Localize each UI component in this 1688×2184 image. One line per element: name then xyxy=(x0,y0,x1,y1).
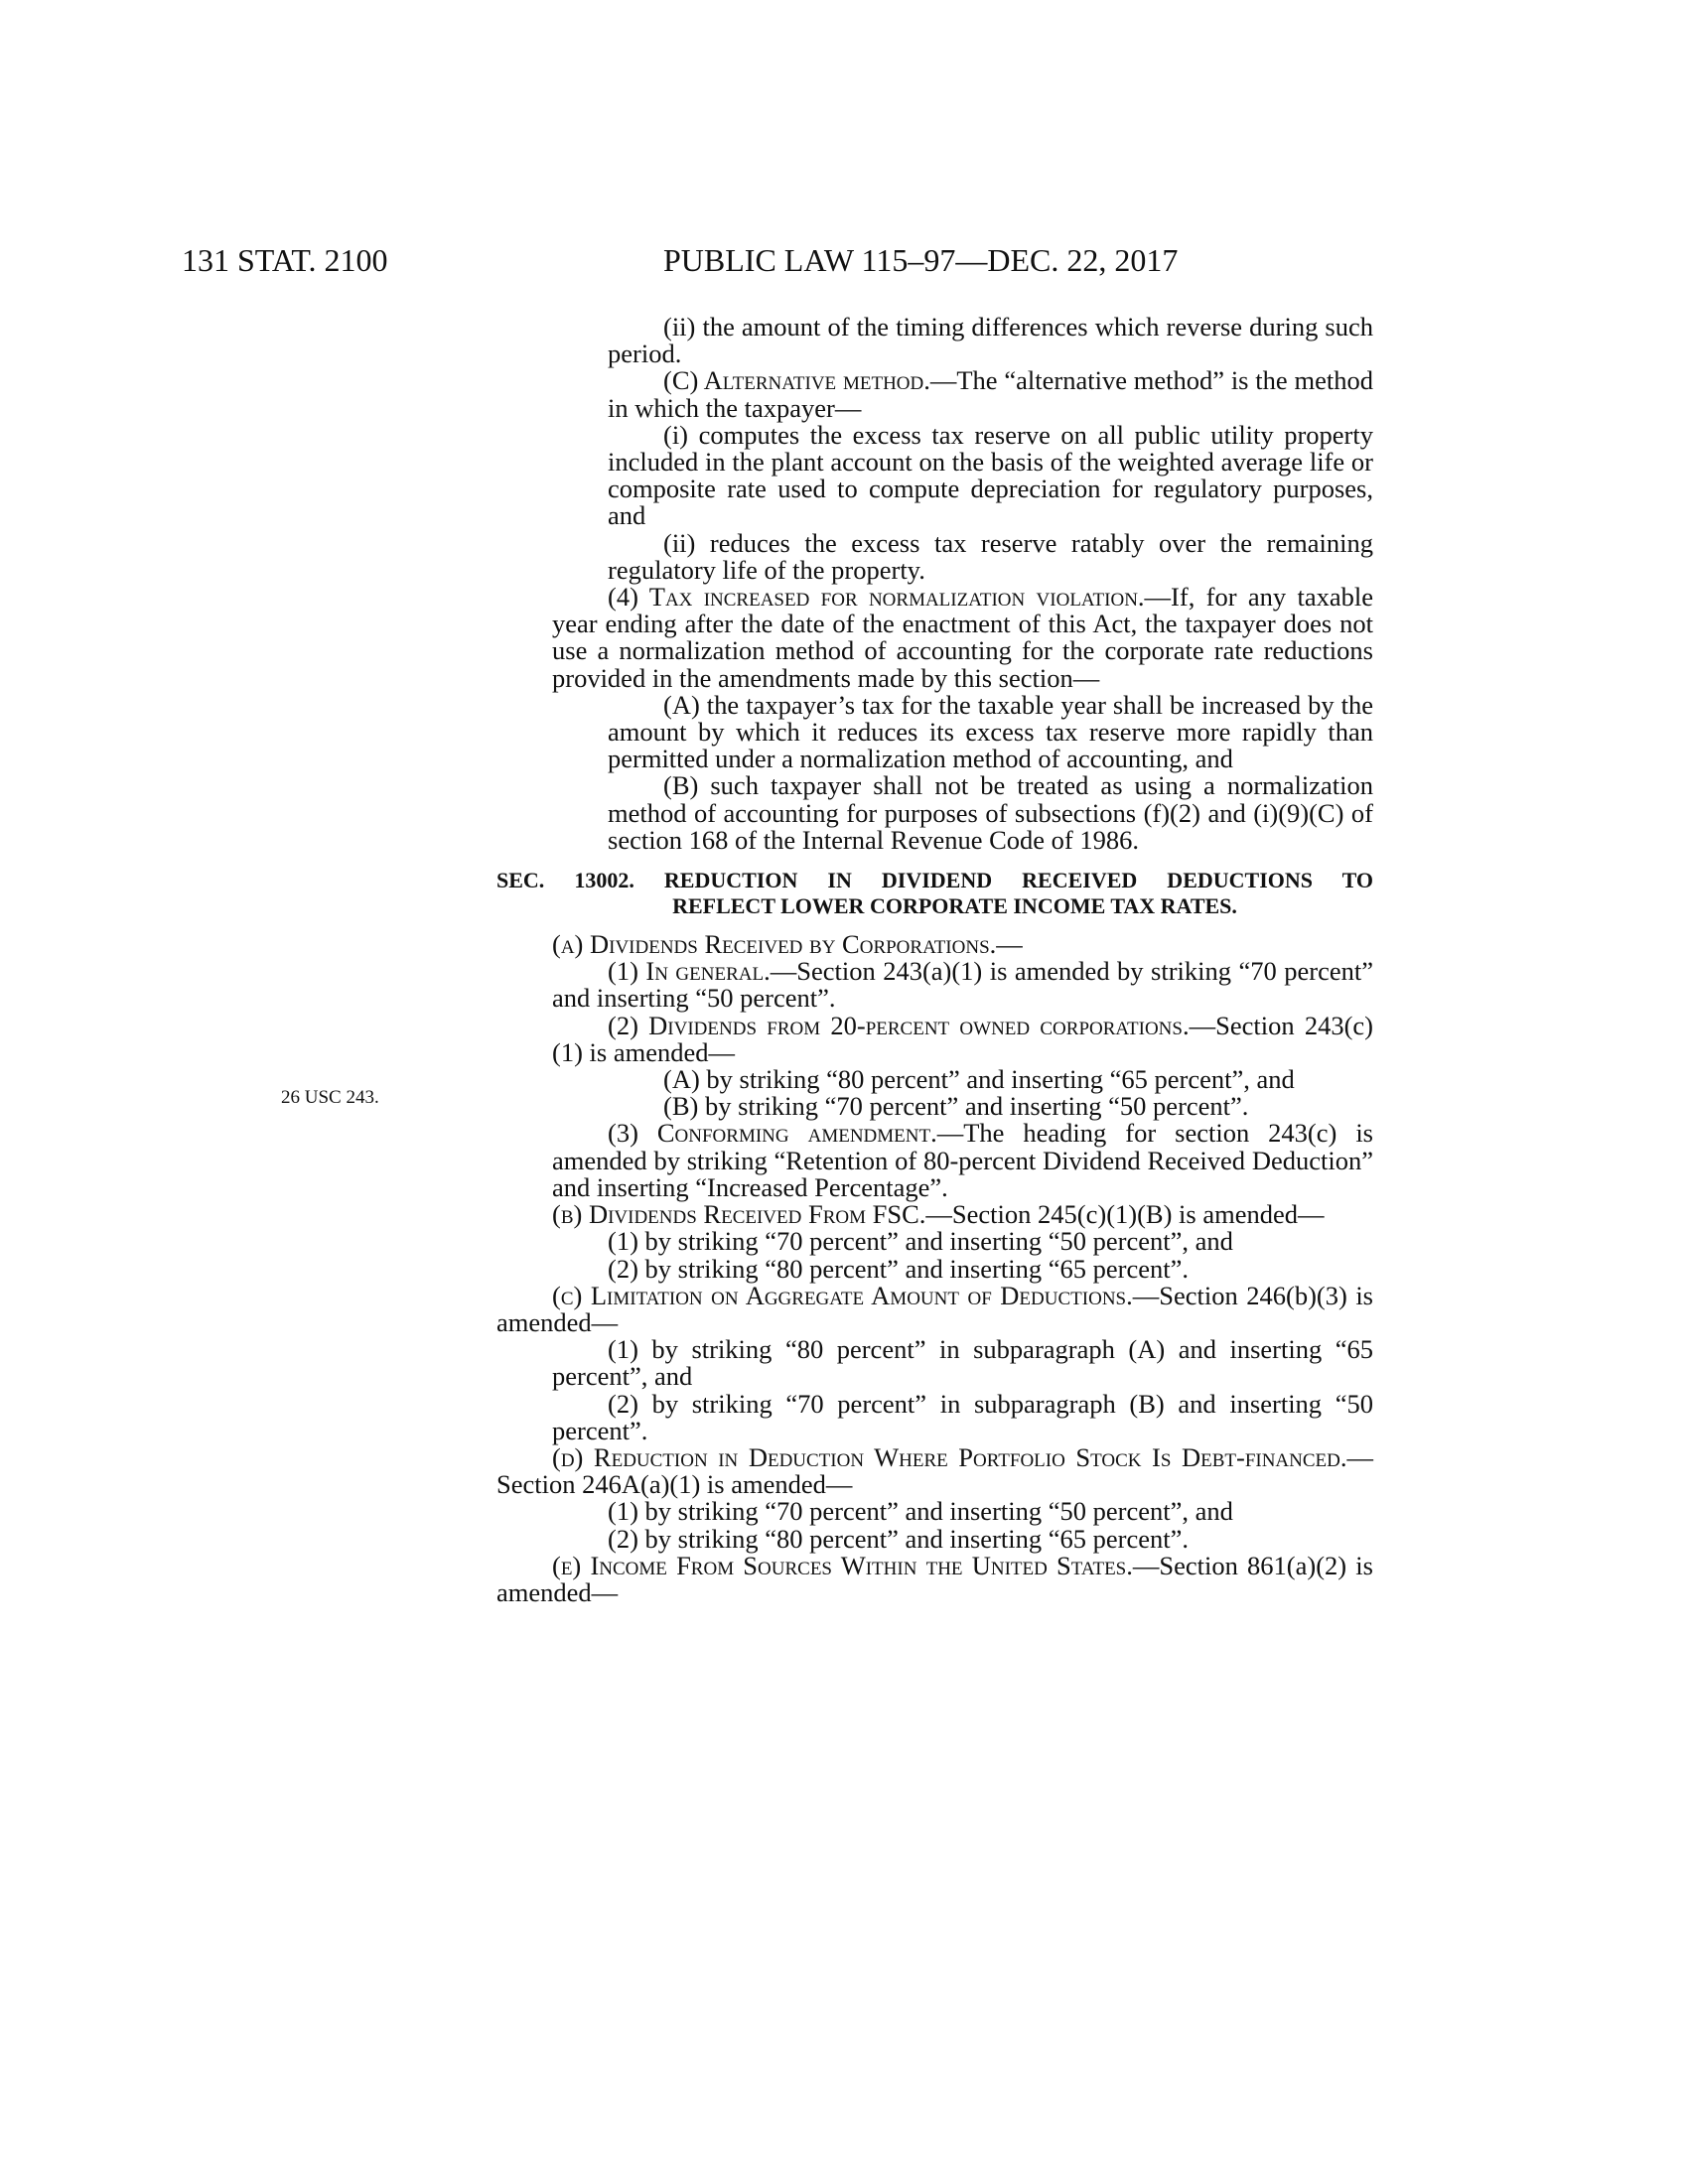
paragraph xyxy=(496,1280,1373,1337)
paragraph-heading: (c) Limitation on Aggregate Amount of Deductions. xyxy=(552,1280,1133,1310)
paragraph xyxy=(496,1441,1373,1500)
paragraph-text: (B) such taxpayer shall not be treated as using a normalization method of accounting for purposes of subsections (f)(2) and (i)(9)(C) of section 168 of the Internal Revenue Code of 1986. xyxy=(608,770,1373,855)
paragraph xyxy=(496,527,1373,585)
paragraph-text: —The “alternative method” is the method in which the taxpayer— xyxy=(608,365,1373,423)
paragraph-text: (2) by striking “80 percent” and inserting “65 percent”. xyxy=(608,1253,1189,1284)
paragraph-text: (B) by striking “70 percent” and inserting “50 percent”. xyxy=(663,1091,1249,1122)
paragraph xyxy=(496,1253,1373,1284)
paragraph-heading: (e) Income From Sources Within the United States. xyxy=(552,1550,1133,1580)
paragraph-text: (1) by striking “70 percent” and inserting “50 percent”, and xyxy=(608,1226,1233,1257)
paragraph xyxy=(496,314,1373,367)
paragraph-heading: (C) Alternative method. xyxy=(663,365,930,396)
section-number: SEC. 13002. xyxy=(496,868,634,893)
section-title-line1: REDUCTION IN DIVIDEND RECEIVED DEDUCTIONS TO xyxy=(663,868,1374,893)
paragraph-text: —Section 861(a)(2) is amended— xyxy=(496,1550,1373,1607)
paragraph-text: (2) by striking “70 percent” in subparagraph (B) and inserting “50 percent”. xyxy=(552,1388,1373,1445)
paragraph xyxy=(496,1093,1373,1120)
paragraph xyxy=(496,1066,1373,1093)
paragraph xyxy=(496,367,1373,421)
paragraph-text: (A) by striking “80 percent” and inserting “65 percent”, and xyxy=(663,1064,1295,1095)
paragraph xyxy=(496,772,1373,854)
section-heading-line1 xyxy=(496,868,1373,893)
paragraph-heading: (a) Dividends Received by Corporations. xyxy=(552,929,997,960)
paragraph-text: (i) computes the excess tax reserve on all public utility property included in the plant account on the basis of the weighted average life or composite rate used to compute depreciation for regulatory purposes, and xyxy=(608,419,1373,531)
paragraph xyxy=(496,1336,1373,1390)
paragraph xyxy=(496,1201,1373,1228)
paragraph xyxy=(496,931,1373,958)
paragraph-heading: (3) Conforming amendment. xyxy=(608,1118,937,1149)
paragraph-text: —Section 246(b)(3) is amended— xyxy=(496,1280,1373,1337)
paragraph-text: —Section 245(c)(1)(B) is amended— xyxy=(925,1199,1325,1230)
paragraph-text: —The heading for section 243(c) is amended by striking “Retention of 80-percent Dividend Received Deduction” and inserting “Increased Percentage”. xyxy=(552,1118,1373,1202)
paragraph xyxy=(496,1120,1373,1201)
paragraph xyxy=(496,1228,1373,1255)
page-stat-number: 131 STAT. 2100 xyxy=(182,242,388,278)
paragraph xyxy=(496,584,1373,692)
paragraph-block-lower xyxy=(496,931,1373,1606)
paragraph xyxy=(496,689,1373,774)
paragraph-heading: (1) In general. xyxy=(608,956,771,987)
paragraph-block-upper xyxy=(496,314,1373,854)
paragraph xyxy=(496,1388,1373,1445)
paragraph-text: —Section 246A(a)(1) is amended— xyxy=(496,1441,1373,1500)
paragraph-text: (1) by striking “80 percent” in subparagraph (A) and inserting “65 percent”, and xyxy=(552,1334,1373,1392)
paragraph-text: —If, for any taxable year ending after the date of the enactment of this Act, the taxpayer does not use a normalization method of accounting for the corporate rate reductions provided in the amendments made by this section— xyxy=(552,582,1373,693)
paragraph xyxy=(496,1523,1373,1554)
paragraph-text: —Section 243(c)(1) is amended— xyxy=(552,1010,1373,1067)
page-running-title: PUBLIC LAW 115–97—DEC. 22, 2017 xyxy=(663,242,1179,278)
paragraph xyxy=(496,1010,1373,1067)
margin-citation-note: 26 USC 243. xyxy=(281,1087,379,1108)
paragraph-text: (2) by striking “80 percent” and inserting “65 percent”. xyxy=(608,1523,1189,1554)
paragraph-text: — xyxy=(996,929,1023,960)
paragraph xyxy=(496,1550,1373,1607)
section-title-line2: REFLECT LOWER CORPORATE INCOME TAX RATES. xyxy=(672,893,1237,919)
paragraph xyxy=(496,1498,1373,1525)
paragraph-heading: (2) Dividends from 20-percent owned corporations. xyxy=(608,1010,1190,1040)
paragraph xyxy=(496,958,1373,1012)
paragraph xyxy=(496,419,1373,531)
paragraph-heading: (b) Dividends Received From FSC. xyxy=(552,1199,926,1230)
paragraph-text: (ii) reduces the excess tax reserve ratably over the remaining regulatory life of the property. xyxy=(608,527,1373,585)
paragraph-heading: (4) Tax increased for normalization violation. xyxy=(608,582,1145,613)
paragraph-text: (A) the taxpayer’s tax for the taxable year shall be increased by the amount by which it reduces its excess tax reserve more rapidly than permitted under a normalization method of accounting, and xyxy=(608,689,1373,774)
paragraph-text: —Section 243(a)(1) is amended by striking “70 percent” and inserting “50 percent”. xyxy=(552,956,1374,1014)
paragraph-text: (ii) the amount of the timing differences which reverse during such period. xyxy=(608,312,1373,369)
section-heading xyxy=(496,868,1373,919)
document-body xyxy=(496,314,1373,1606)
paragraph-heading: (d) Reduction in Deduction Where Portfolio Stock Is Debt-financed. xyxy=(552,1441,1347,1472)
paragraph-text: (1) by striking “70 percent” and inserting “50 percent”, and xyxy=(608,1496,1233,1527)
